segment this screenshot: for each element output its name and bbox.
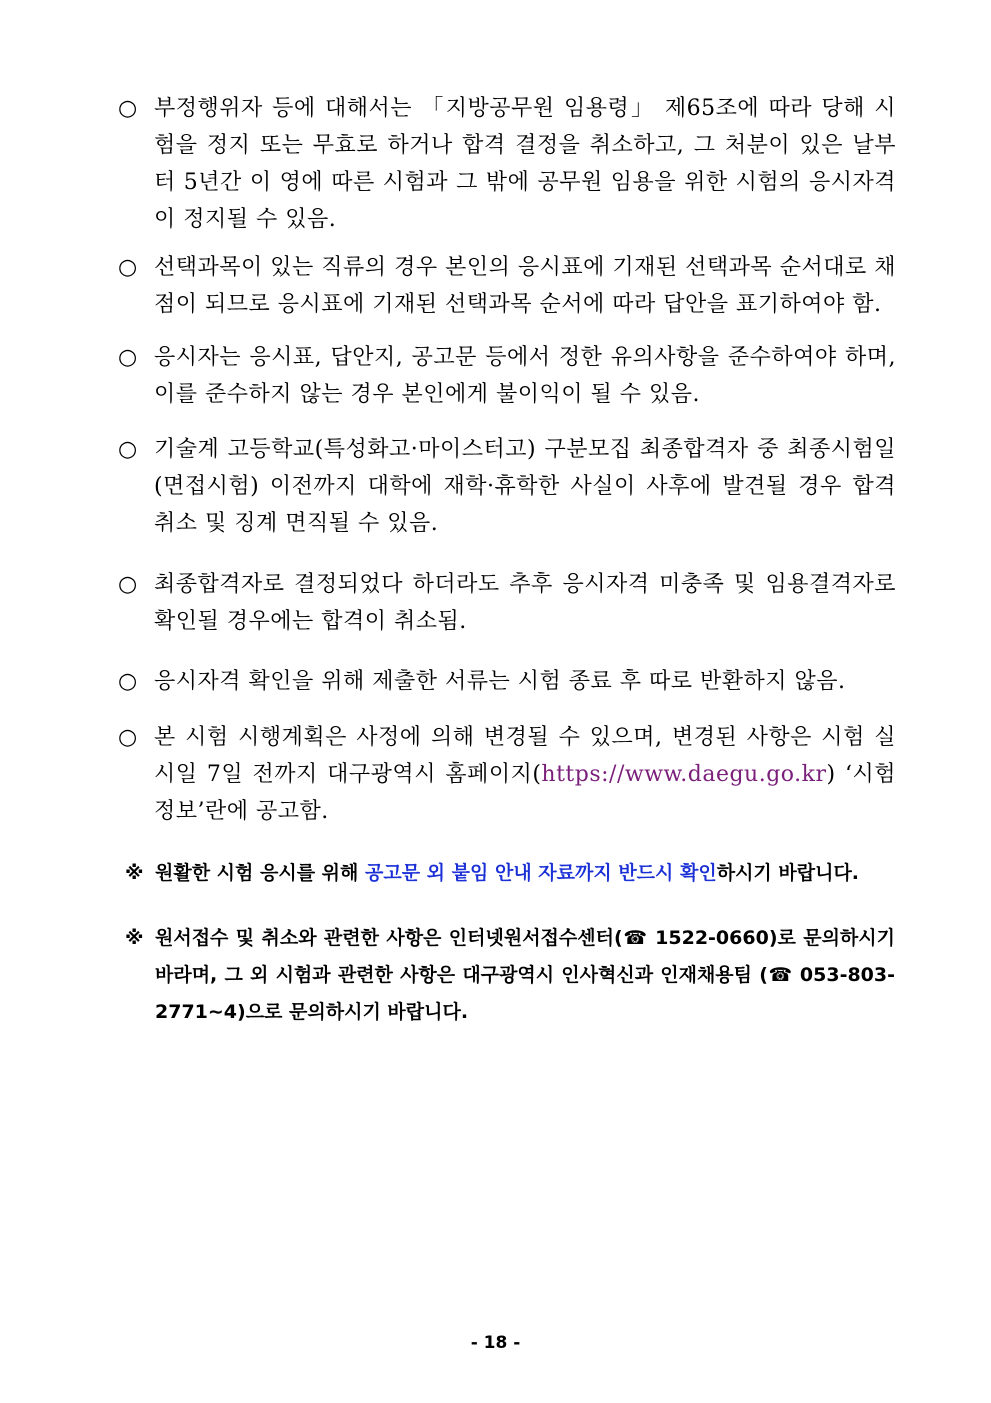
- notice-text: [154, 719, 896, 830]
- circle-bullet-icon: ○: [118, 255, 138, 280]
- reference-note-check-attachments: [125, 855, 895, 892]
- notice-text: 응시자격 확인을 위해 제출한 서류는 시험 종료 후 따로 반환하지 않음.: [154, 669, 846, 694]
- notice-text: 최종합격자로 결정되었다 하더라도 추후 응시자격 미충족 및 임용결격자로 확인될 경우에는 합격이 취소됨.: [154, 572, 896, 634]
- notice-text: 기술계 고등학교(특성화고·마이스터고) 구분모집 최종합격자 중 최종시험일 (면접시험) 이전까지 대학에 재학·휴학한 사실이 사후에 발견될 경우 합격 취소 및 징계 면직될 수 있음.: [154, 437, 896, 536]
- notice-text: 부정행위자 등에 대해서는 「지방공무원 임용령」 제65조에 따라 당해 시험을 정지 또는 무효로 하거나 합격 결정을 취소하고, 그 처분이 있은 날부터 5년간 이 영에 따른 시험과 그 밖에 공무원 임용을 위한 시험의 응시자격이 정지될 수 있음.: [154, 96, 896, 232]
- reference-note-contact: [125, 920, 895, 1031]
- notice-item-disciplinary: [118, 90, 896, 238]
- circle-bullet-icon: ○: [118, 725, 138, 750]
- notice-item-documents: [118, 663, 896, 700]
- notice-text: 응시자는 응시표, 답안지, 공고문 등에서 정한 유의사항을 준수하여야 하며, 이를 준수하지 않는 경우 본인에게 불이익이 될 수 있음.: [154, 345, 896, 407]
- reference-mark-icon: ※: [125, 862, 144, 884]
- note-text-before: 원활한 시험 응시를 위해: [155, 862, 365, 884]
- circle-bullet-icon: ○: [118, 437, 138, 462]
- circle-bullet-icon: ○: [118, 345, 138, 370]
- note-text: 원서접수 및 취소와 관련한 사항은 인터넷원서접수센터(☎ 1522-0660)로 문의하시기 바라며, 그 외 시험과 관련한 사항은 대구광역시 인사혁신과 인재채용팀 (☎ 053-803-2771∼4)으로 문의하시기 바랍니다.: [155, 927, 895, 1023]
- note-text-after: 하시기 바랍니다.: [716, 862, 860, 884]
- notice-item-technical-high-school: [118, 431, 896, 542]
- note-highlight: 공고문 외 붙임 안내 자료까지 반드시 확인: [365, 862, 717, 884]
- notice-item-optional-subjects: [118, 249, 896, 323]
- circle-bullet-icon: ○: [118, 96, 138, 121]
- page-number: - 18 -: [470, 1333, 521, 1353]
- notice-item-precautions: [118, 339, 896, 413]
- note-text: [155, 855, 895, 892]
- circle-bullet-icon: ○: [118, 572, 138, 597]
- circle-bullet-icon: ○: [118, 669, 138, 694]
- reference-mark-icon: ※: [125, 927, 144, 949]
- notice-text: 선택과목이 있는 직류의 경우 본인의 응시표에 기재된 선택과목 순서대로 채점이 되므로 응시표에 기재된 선택과목 순서에 따라 답안을 표기하여야 함.: [154, 255, 896, 317]
- notice-text-after: ) ‘시험 정보’란에 공고함.: [154, 762, 896, 824]
- notice-item-final-pass-cancel: [118, 566, 896, 640]
- notice-item-schedule-change: [118, 719, 896, 830]
- daegu-website-link[interactable]: https://www.daegu.go.kr: [541, 762, 827, 787]
- notice-text-before: 본 시험 시행계획은 사정에 의해 변경될 수 있으며, 변경된 사항은 시험 실시일 7일 전까지 대구광역시 홈페이지(: [154, 725, 896, 787]
